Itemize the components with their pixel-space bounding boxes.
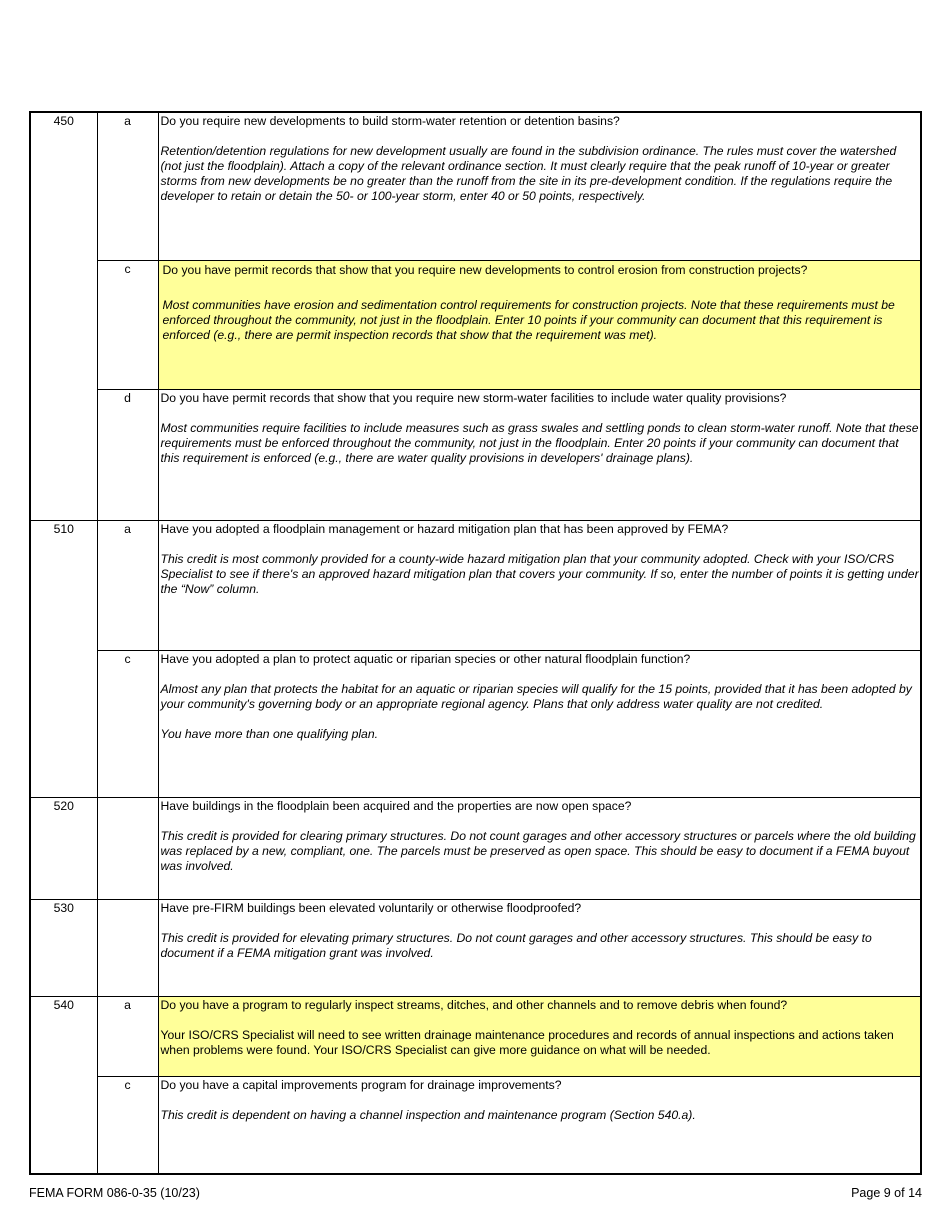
table-row	[30, 899, 921, 996]
section-number: 530	[53, 900, 74, 915]
section-number-cell	[30, 797, 97, 899]
question-cell	[158, 389, 921, 520]
item-letter-cell	[97, 996, 158, 1076]
question-cell-highlighted	[158, 260, 921, 389]
table-row	[30, 1076, 921, 1174]
page-number: Page 9 of 14	[851, 1186, 922, 1200]
question-text: Do you have permit records that show that you require new developments to control erosion from construction projects?	[162, 262, 808, 277]
guidance-note: This credit is provided for elevating primary structures. Do not count garages and other accessory structures. This should be easy to document if a FEMA mitigation grant was involved.	[160, 930, 872, 960]
guidance-note: Retention/detention regulations for new development usually are found in the subdivision ordinance. The rules must cover the watershed (not just the floodplain). Attach a copy of the relevant ordinance section. It must clearly require that the peak runoff of 10-year or greater storms from new developments be no greater than the runoff from the site in its pre-development condition. If the regulations require the developer to retain or detain the 50- or 100-year storm, enter 40 or 50 points, respectively.	[160, 144, 897, 203]
section-number: 520	[53, 798, 74, 813]
section-number-cell	[30, 520, 97, 797]
form-identifier: FEMA FORM 086-0-35 (10/23)	[29, 1186, 200, 1200]
guidance-note: Most communities have erosion and sedimentation control requirements for construction projects. Note that these requirements must be enforced throughout the community, not just in the floodplain. Enter 10 points if your community can document that this requirement is enforced (e.g., there are permit inspection records that show that the requirement was met).	[162, 297, 895, 342]
section-number: 510	[53, 521, 74, 536]
question-text: Have pre-FIRM buildings been elevated voluntarily or otherwise floodproofed?	[160, 900, 582, 915]
item-letter: a	[124, 114, 131, 128]
question-text: Have buildings in the floodplain been acquired and the properties are now open space?	[160, 798, 632, 813]
item-letter: c	[124, 1077, 131, 1092]
item-letter: a	[124, 521, 131, 536]
item-letter-cell	[97, 112, 158, 260]
crs-question-table	[29, 111, 922, 1175]
item-letter	[98, 900, 158, 901]
question-text: Do you require new developments to build storm-water retention or detention basins?	[160, 114, 620, 128]
section-number: 540	[53, 997, 74, 1012]
guidance-note-extra: You have more than one qualifying plan.	[160, 726, 378, 741]
item-letter-cell	[97, 1076, 158, 1174]
question-cell	[158, 520, 921, 650]
table-row	[30, 650, 921, 797]
item-letter: a	[124, 997, 131, 1012]
question-cell	[158, 797, 921, 899]
question-text: Have you adopted a floodplain management or hazard mitigation plan that has been approved by FEMA?	[160, 521, 729, 536]
item-letter-cell	[97, 389, 158, 520]
section-number-cell	[30, 899, 97, 996]
table-row	[30, 112, 921, 260]
item-letter	[98, 798, 158, 799]
item-letter-cell	[97, 520, 158, 650]
section-number-cell	[30, 996, 97, 1174]
section-number: 450	[53, 114, 74, 128]
item-letter: c	[124, 651, 131, 666]
question-text: Do you have a program to regularly inspect streams, ditches, and other channels and to remove debris when found?	[160, 997, 788, 1012]
guidance-note: This credit is dependent on having a channel inspection and maintenance program (Section 540.a).	[160, 1107, 696, 1122]
guidance-note: Almost any plan that protects the habitat for an aquatic or riparian species will qualify for the 15 points, provided that it has been adopted by your community's governing body or an appropriate regional agency. Plans that only address water quality are not credited.	[160, 681, 912, 711]
item-letter-cell	[97, 650, 158, 797]
question-cell	[158, 650, 921, 797]
guidance-note: This credit is provided for clearing primary structures. Do not count garages and other accessory structures or parcels where the old building was replaced by a new, compliant, one. The parcels must be preserved as open space. This should be easy to document if a FEMA buyout was involved.	[160, 828, 916, 873]
question-cell	[158, 1076, 921, 1174]
item-letter-cell	[97, 260, 158, 389]
item-letter-cell	[97, 797, 158, 899]
guidance-note: Most communities require facilities to include measures such as grass swales and settling ponds to clean storm-water runoff. Note that these requirements must be enforced throughout the community, not just in the floodplain. Enter 20 points if your community can document that this requirement is enforced (e.g., there are water quality provisions in developers' drainage plans).	[160, 420, 919, 465]
question-cell	[158, 899, 921, 996]
question-text: Have you adopted a plan to protect aquatic or riparian species or other natural floodplain function?	[160, 651, 691, 666]
item-letter: c	[124, 261, 131, 276]
item-letter: d	[124, 390, 131, 405]
guidance-note: Your ISO/CRS Specialist will need to see written drainage maintenance procedures and records of annual inspections and actions taken when problems were found. Your ISO/CRS Specialist can give more guidance on what will be needed.	[160, 1027, 894, 1057]
question-cell	[158, 112, 921, 260]
table-row	[30, 520, 921, 650]
section-number-cell	[30, 112, 97, 520]
table-row	[30, 996, 921, 1076]
guidance-note: This credit is most commonly provided for a county-wide hazard mitigation plan that your community adopted. Check with your ISO/CRS Specialist to see if there's an approved hazard mitigation plan that covers your community. If so, enter the number of points it is getting under the “Now” column.	[160, 551, 919, 596]
question-cell-highlighted	[158, 996, 921, 1076]
table-row	[30, 389, 921, 520]
item-letter-cell	[97, 899, 158, 996]
table-row	[30, 797, 921, 899]
table-row	[30, 260, 921, 389]
question-text: Do you have permit records that show that you require new storm-water facilities to include water quality provisions?	[160, 390, 787, 405]
question-text: Do you have a capital improvements program for drainage improvements?	[160, 1077, 562, 1092]
